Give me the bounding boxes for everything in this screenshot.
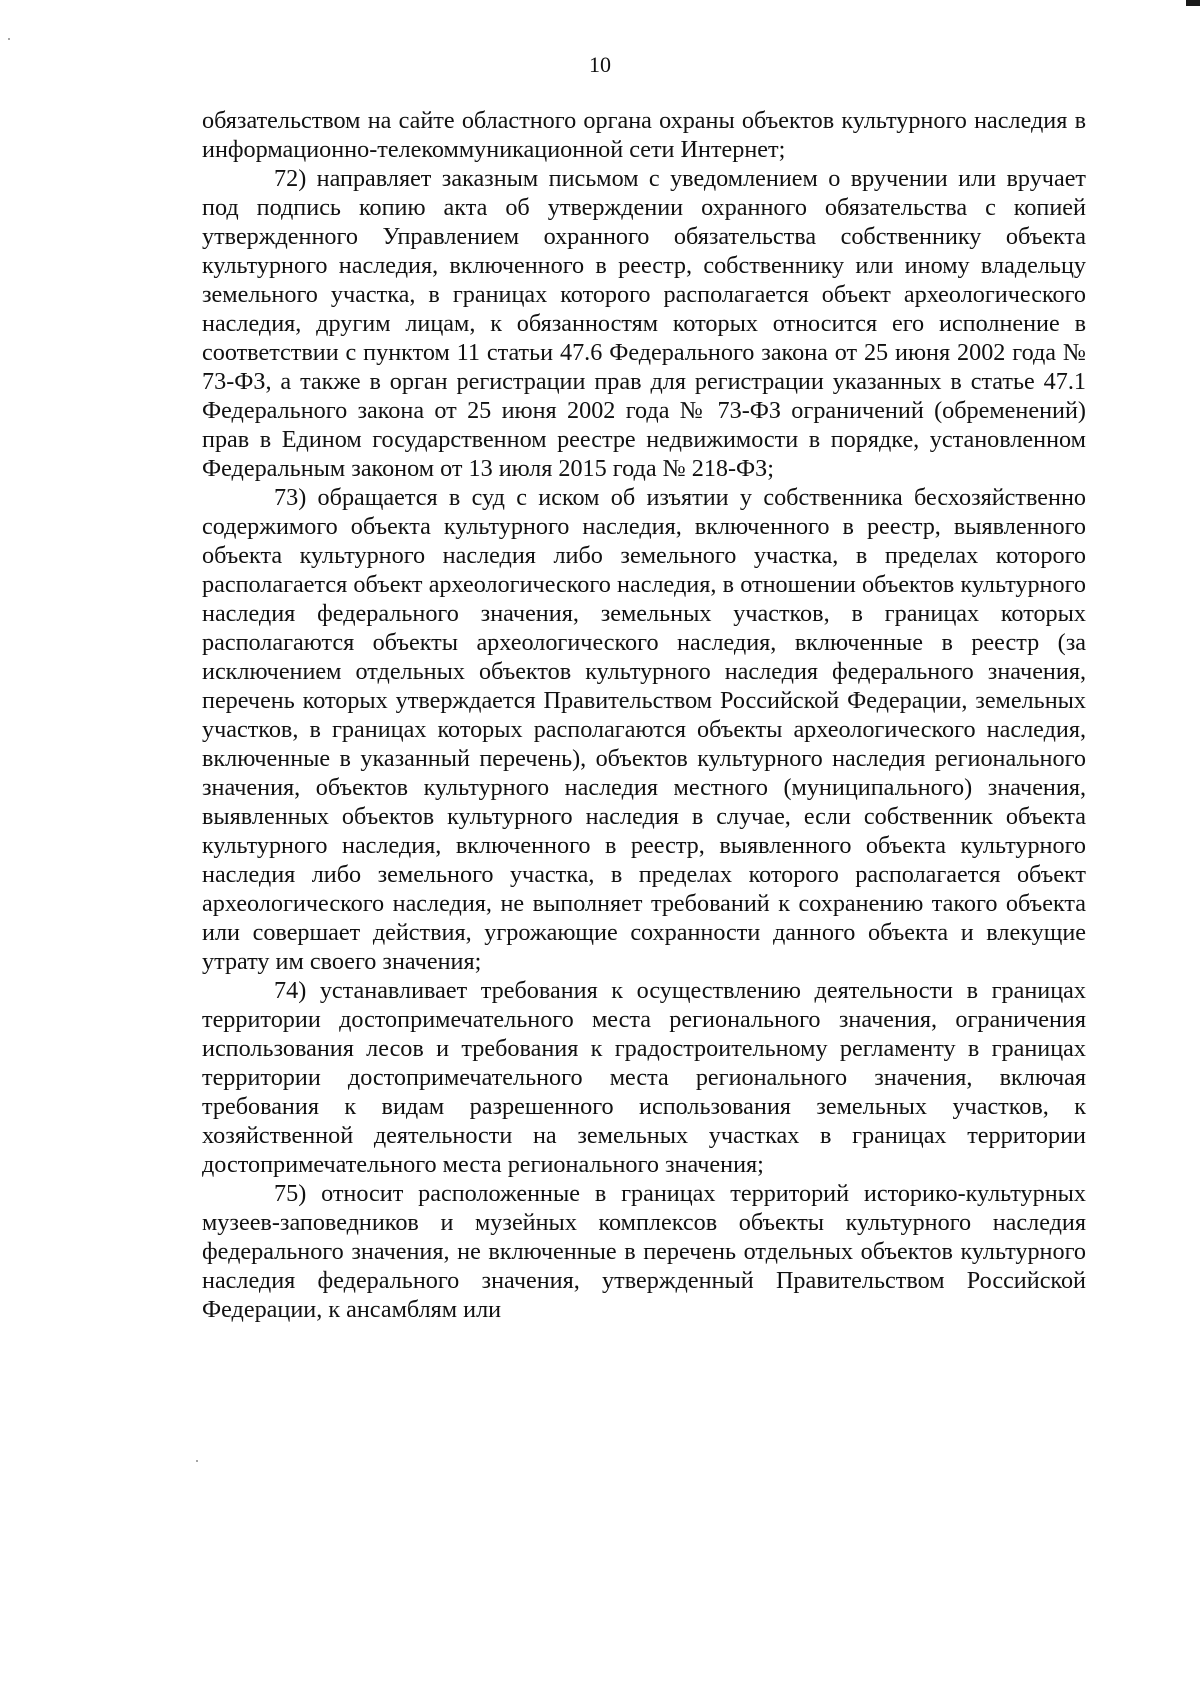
page-number: 10: [589, 52, 611, 77]
document-body: [202, 106, 1086, 1324]
paragraph-item-72: 72) направляет заказным письмом с уведомлением о вручении или вручает под подпись копию акта об утверждении охранного обязательства с копией утвержденного Управлением охранного обязательства собственнику объекта культурного наследия, включенного в реестр, собственнику или иному владельцу земельного участка, в границах которого располагается объект археологического наследия, другим лицам, к обязанностям которых относится его исполнение в соответствии с пунктом 11 статьи 47.6 Федерального закона от 25 июня 2002 года № 73-ФЗ, а также в орган регистрации прав для регистрации указанных в статье 47.1 Федерального закона от 25 июня 2002 года № 73-ФЗ ограничений (обременений) прав в Едином государственном реестре недвижимости в порядке, установленном Федеральным законом от 13 июля 2015 года № 218-ФЗ;: [202, 165, 1086, 482]
paragraph-item-75: 75) относит расположенные в границах территорий историко-культурных музеев-заповедников и музейных комплексов объекты культурного наследия федерального значения, не включенные в перечень отдельных объектов культурного наследия федерального значения, утвержденный Правительством Российской Федерации, к ансамблям или: [202, 1180, 1086, 1323]
paragraph-item-73: 73) обращается в суд с иском об изъятии у собственника бесхозяйственно содержимого объекта культурного наследия, включенного в реестр, выявленного объекта культурного наследия либо земельного участка, в пределах которого располагается объект археологического наследия, в отношении объектов культурного наследия федерального значения, земельных участков, в границах которых располагаются объекты археологического наследия, включенные в реестр (за исключением отдельных объектов культурного наследия федерального значения, перечень которых утверждается Правительством Российской Федерации, земельных участков, в границах которых располагаются объекты археологического наследия, включенные в указанный перечень), объектов культурного наследия регионального значения, объектов культурного наследия местного (муниципального) значения, выявленных объектов культурного наследия в случае, если собственник объекта культурного наследия, включенного в реестр, выявленного объекта культурного наследия либо земельного участка, в пределах которого располагается объект археологического наследия, не выполняет требований к сохранению такого объекта или совершает действия, угрожающие сохранности данного объекта и влекущие утрату им своего значения;: [202, 484, 1086, 975]
paragraph-continuation: обязательством на сайте областного органа охраны объектов культурного наследия в информационно-телекоммуникационной сети Интернет;: [202, 107, 1086, 163]
scan-speck: [8, 38, 10, 40]
scan-speck: [196, 1460, 198, 1462]
paragraph-item-74: 74) устанавливает требования к осуществлению деятельности в границах территории достопримечательного места регионального значения, ограничения использования лесов и требования к градостроительному регламенту в границах территории достопримечательного места регионального значения, включая требования к видам разрешенного использования земельных участков, к хозяйственной деятельности на земельных участках в границах территории достопримечательного места регионального значения;: [202, 977, 1086, 1178]
scan-edge-mark: [1186, 0, 1200, 6]
